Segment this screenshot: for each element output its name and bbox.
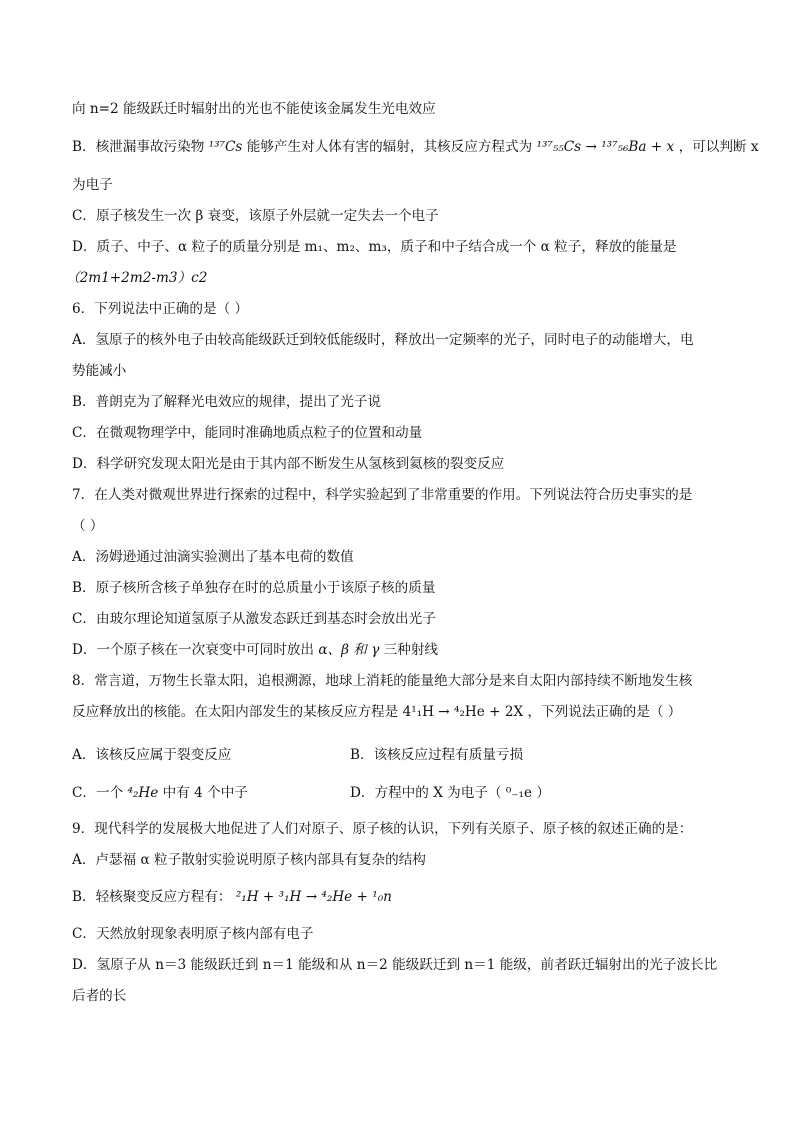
text-line: 向 n=2 能级跃迁时辐射出的光也不能使该金属发生光电效应 (72, 101, 436, 117)
formula-electron: ⁰₋₁e (505, 785, 533, 801)
formula-fusion-9: ²₁H + ³₁H → ⁴₂He + ¹₀n (235, 889, 392, 905)
option-9b (72, 888, 392, 906)
option-5b (72, 138, 759, 156)
option-9d-cont: 后者的长 (72, 988, 127, 1004)
question-8-cont (72, 703, 681, 721)
option-8c-text2: 中有 4 个中子 (162, 785, 248, 801)
option-5d-formula: （2m1+2m2-m3）c2 (66, 270, 208, 286)
formula-cs: ¹³⁷Cs (208, 139, 243, 155)
option-7a: A．汤姆逊通过油滴实验测出了基本电荷的数值 (72, 549, 354, 565)
option-9a: A．卢瑟福 α 粒子散射实验说明原子核内部具有复杂的结构 (72, 852, 426, 868)
option-5b-text3: ，可以判断 x (678, 139, 759, 155)
option-5b-text: B．核泄漏事故污染物 (72, 139, 205, 155)
option-7b: B．原子核所含核子单独存在时的总质量小于该原子核的质量 (72, 580, 436, 596)
formula-cs-decay: ¹³⁷₅₅Cs → ¹³⁷₅₆Ba + x (536, 139, 675, 155)
question-8-text: 反应释放出的核能。在太阳内部发生的某核反应方程是 (72, 704, 399, 720)
option-8c (72, 784, 248, 802)
formula-greek: α、β 和 γ (318, 642, 380, 658)
formula-he: ⁴₂He (127, 785, 159, 801)
option-7d (72, 641, 438, 659)
question-8: 8．常言道，万物生长靠太阳，追根溯源，地球上消耗的能量绝大部分是来自太阳内部持续不断地发生核 (72, 673, 693, 689)
option-5c: C．原子核发生一次 β 衰变，该原子外层就一定失去一个电子 (72, 208, 439, 224)
text-line: 为电子 (72, 177, 113, 193)
formula-fusion-8: 4¹₁H → ⁴₂He + 2X (402, 704, 524, 720)
option-8b: B．该核反应过程有质量亏损 (350, 747, 524, 763)
option-5b-text2: 能够产生对人体有害的辐射，其核反应方程式为 (246, 139, 533, 155)
option-6a-cont: 势能减小 (72, 363, 127, 379)
option-8c-text: C．一个 (72, 785, 124, 801)
question-6: 6．下列说法中正确的是（ ） (72, 301, 249, 317)
option-6c: C．在微观物理学中，能同时准确地质点粒子的位置和动量 (72, 425, 423, 441)
option-8d-text2: ） (536, 785, 550, 801)
option-8d-text: D．方程中的 X 为电子（ (350, 785, 502, 801)
option-8d (350, 784, 550, 802)
option-9b-text: B．轻核聚变反应方程有： (72, 889, 232, 905)
option-6d: D．科学研究发现太阳光是由于其内部不断发生从氢核到氦核的裂变反应 (72, 456, 505, 472)
question-8-text2: ，下列说法正确的是（ ） (527, 704, 682, 720)
option-9d: D．氢原子从 n＝3 能级跃迁到 n＝1 能级和从 n＝2 能级跃迁到 n＝1 能级，前者跃迁辐射出的光子波长比 (72, 957, 718, 973)
option-7d-text: D．一个原子核在一次衰变中可同时放出 (72, 642, 314, 658)
question-7-bracket: （ ） (72, 518, 104, 534)
option-5d: D．质子、中子、α 粒子的质量分别是 m₁、m₂、m₃，质子和中子结合成一个 α 粒子，释放的能量是 (72, 239, 677, 255)
question-9: 9．现代科学的发展极大地促进了人们对原子、原子核的认识，下列有关原子、原子核的叙述正确的是： (72, 821, 693, 837)
option-7d-text2: 三种射线 (383, 642, 439, 658)
option-7c: C．由玻尔理论知道氢原子从激发态跃迁到基态时会放出光子 (72, 611, 436, 627)
option-6a: A．氢原子的核外电子由较高能级跃迁到较低能级时，释放出一定频率的光子，同时电子的动能增大，电 (72, 332, 694, 348)
option-8a: A．该核反应属于裂变反应 (72, 747, 232, 763)
question-7: 7．在人类对微观世界进行探索的过程中，科学实验起到了非常重要的作用。下列说法符合历史事实的是 (72, 487, 693, 503)
option-6b: B．普朗克为了解释光电效应的规律，提出了光子说 (72, 394, 382, 410)
option-9c: C．天然放射现象表明原子核内部有电子 (72, 926, 314, 942)
